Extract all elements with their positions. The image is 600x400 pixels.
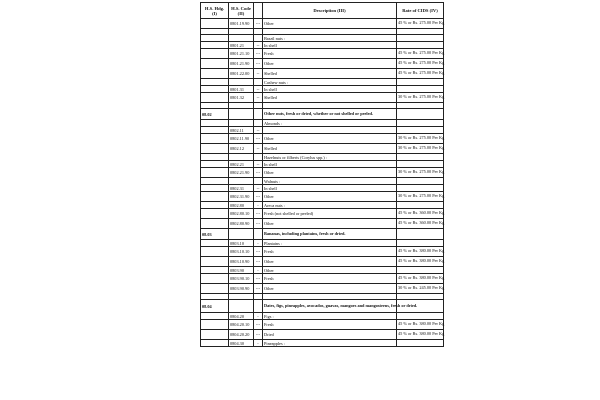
rate: 45 % or Rs. 275.00 Per Kg [397,49,444,59]
hs-code [229,109,254,120]
hs-code: 0801.19.90 [229,19,254,29]
table-row [201,35,444,42]
hs-code: 0802.21 [229,161,254,168]
rate: 45 % or Rs. 380.00 Per Kg [397,247,444,257]
hs-heading: 08.04 [201,300,229,313]
heading-description: Bananas, including plantains, fresh or dried. [263,229,397,240]
table-row [201,257,444,267]
header-rate: Rate of CIDS (IV) [397,3,444,19]
hs-code: 0802.12 [229,144,254,154]
dash-cell: --- [254,49,263,59]
description: Other [263,284,397,294]
table-row [201,42,444,49]
table-row [201,274,444,284]
hs-heading [201,330,229,340]
rate: 30 % or Rs. 275.00 Per Kg [397,134,444,144]
heading-row [201,229,444,240]
hs-heading [201,284,229,294]
hs-heading [201,161,229,168]
dash-cell: --- [254,59,263,69]
rate: 45 % or Rs. 380.00 Per Kg [397,257,444,267]
rate [397,313,444,320]
hs-code: 0803.10 [229,240,254,247]
table-row [201,120,444,127]
hs-code: 0802.31 [229,185,254,192]
rate: 30 % or Rs. 275.00 Per Kg [397,144,444,154]
description: Other [263,134,397,144]
description: Areca nuts : [263,202,397,209]
rate: 30 % or Rs. 275.00 Per Kg [397,168,444,178]
rate: 45 % or Rs. 360.00 Per Kg [397,209,444,219]
description: Fresh [263,49,397,59]
hs-heading [201,178,229,185]
table-row [201,219,444,229]
dash-cell: - [254,240,263,247]
dash-cell: --- [254,209,263,219]
hs-code [229,35,254,42]
hs-heading [201,192,229,202]
hs-code: 0802.80.90 [229,219,254,229]
description: Other [263,192,397,202]
table-row [201,19,444,29]
hs-heading [201,257,229,267]
dash-cell [254,178,263,185]
table-row [201,154,444,161]
description: Plantains : [263,240,397,247]
dash-cell [254,120,263,127]
heading-description: Dates, figs, pineapples, avocados, guavas, mangoes and mangosteens, fresh or dried. [263,300,397,313]
description: Fresh (not shelled or peeled) [263,209,397,219]
description: In shell [263,42,397,49]
hs-heading [201,168,229,178]
hs-heading [201,320,229,330]
description: Other [263,168,397,178]
table-row [201,313,444,320]
rate: 45 % or Rs. 275.00 Per Kg [397,19,444,29]
table-row [201,185,444,192]
hs-heading [201,59,229,69]
table-row [201,161,444,168]
description [263,127,397,134]
rate-cell [397,229,444,240]
dash-cell: --- [254,274,263,284]
table-row [201,209,444,219]
dash-cell: --- [254,330,263,340]
dash-cell: - [254,267,263,274]
hs-heading [201,42,229,49]
hs-code [229,154,254,161]
hs-code: 0803.10.90 [229,257,254,267]
hs-heading [201,79,229,86]
dash-cell: --- [254,192,263,202]
table-row [201,320,444,330]
hs-code: 0801.31 [229,86,254,93]
hs-code: 0802.80.10 [229,209,254,219]
hs-heading [201,144,229,154]
table-row [201,79,444,86]
dash-cell [254,79,263,86]
dash-cell: -- [254,69,263,79]
hs-heading [201,340,229,347]
hs-heading [201,274,229,284]
hs-code: 0802.80 [229,202,254,209]
description: Other [263,267,397,274]
dash-cell: -- [254,144,263,154]
hs-heading [201,19,229,29]
rate [397,178,444,185]
description: Shelled [263,69,397,79]
description: Fresh [263,247,397,257]
hs-heading [201,267,229,274]
table-row [201,86,444,93]
table-row [201,192,444,202]
rate: 45 % or Rs. 380.00 Per Kg [397,274,444,284]
table-row [201,69,444,79]
hs-code: 0801.22.00 [229,69,254,79]
hs-code: 0801.21.90 [229,59,254,69]
hs-code: 0801.21 [229,42,254,49]
hs-code: 0803.90.90 [229,284,254,294]
hs-code: 0801.21.10 [229,49,254,59]
rate: 30 % or Rs. 275.00 Per Kg [397,192,444,202]
description: Fresh [263,320,397,330]
hs-heading [201,127,229,134]
rate-cell [397,109,444,120]
hs-heading [201,93,229,103]
header-row [201,3,444,19]
hs-heading [201,209,229,219]
dash-cell: - [254,340,263,347]
hs-heading [201,35,229,42]
header-description: Description (III) [263,3,397,19]
dash-cell: --- [254,168,263,178]
description: Other [263,19,397,29]
hs-code: 0803.10.10 [229,247,254,257]
dash-cell: -- [254,42,263,49]
rate [397,127,444,134]
dash-cell: --- [254,219,263,229]
hs-code: 0804.20 [229,313,254,320]
table-row [201,340,444,347]
heading-row [201,109,444,120]
description: Other [263,257,397,267]
dash-cell [254,109,263,120]
description: In shell [263,161,397,168]
table-row [201,247,444,257]
dash-cell: --- [254,134,263,144]
description: Other [263,219,397,229]
hs-heading [201,49,229,59]
header-hs-code: H.S. Code (II) [229,3,254,19]
dash-cell: -- [254,161,263,168]
dash-cell: - [254,313,263,320]
hs-code [229,120,254,127]
hs-heading [201,247,229,257]
table-row [201,134,444,144]
hs-code: 0804.30 [229,340,254,347]
table-row [201,178,444,185]
rate: 45 % or Rs. 360.00 Per Kg [397,219,444,229]
dash-cell: --- [254,247,263,257]
rate [397,267,444,274]
hs-heading: 08.03 [201,229,229,240]
rate [397,202,444,209]
hs-code: 0803.90.10 [229,274,254,284]
description: Fresh [263,274,397,284]
dash-cell: -- [254,185,263,192]
heading-row [201,300,444,313]
header-hs-heading: H.S. Hdg. (I) [201,3,229,19]
dash-cell [254,154,263,161]
hs-code [229,79,254,86]
description: Cashew nuts : [263,79,397,86]
table-body [201,19,444,347]
heading-description: Other nuts, fresh or dried, whether or not shelled or peeled. [263,109,397,120]
hs-code: 0804.20.10 [229,320,254,330]
table-row [201,49,444,59]
dash-cell: --- [254,257,263,267]
hs-code [229,229,254,240]
hs-code [229,178,254,185]
rate: 45 % or Rs. 380.00 Per Kg [397,330,444,340]
hs-code: 0803.90 [229,267,254,274]
rate [397,120,444,127]
description: Figs : [263,313,397,320]
hs-code: 0802.21.90 [229,168,254,178]
rate [397,42,444,49]
rate: 30 % or Rs. 275.00 Per Kg [397,93,444,103]
description: Pineapples : [263,340,397,347]
table-row [201,240,444,247]
description: In shell [263,86,397,93]
description: In shell [263,185,397,192]
description: Almonds : [263,120,397,127]
rate: 45 % or Rs. 275.00 Per Kg [397,69,444,79]
dash-cell [254,229,263,240]
table-row [201,168,444,178]
hs-heading [201,240,229,247]
rate [397,79,444,86]
table-row [201,267,444,274]
table-row [201,144,444,154]
header-dash [254,3,263,19]
rate [397,154,444,161]
rate: 30 % or Rs. 245.00 Per Kg [397,284,444,294]
hs-code: 0801.32 [229,93,254,103]
description: Other [263,59,397,69]
table-row [201,330,444,340]
dash-cell: -- [254,93,263,103]
hs-code [229,300,254,313]
rate [397,185,444,192]
hs-heading [201,154,229,161]
table-row [201,284,444,294]
dash-cell [254,300,263,313]
hs-heading [201,120,229,127]
hs-heading [201,185,229,192]
hs-code: 0802.11.90 [229,134,254,144]
hs-heading [201,313,229,320]
hs-heading [201,69,229,79]
description: Shelled [263,144,397,154]
rate [397,35,444,42]
hs-heading [201,134,229,144]
rate [397,240,444,247]
hs-heading: 08.02 [201,109,229,120]
rate [397,86,444,93]
hs-code: 0802.11 [229,127,254,134]
hs-heading [201,202,229,209]
dash-cell: -- [254,86,263,93]
table-row [201,127,444,134]
description: Shelled [263,93,397,103]
rate [397,340,444,347]
description: Dried [263,330,397,340]
dash-cell: --- [254,284,263,294]
table-row [201,202,444,209]
description: Walnuts : [263,178,397,185]
table-row [201,59,444,69]
dash-cell: --- [254,320,263,330]
dash-cell: - [254,202,263,209]
description: Hazelnuts or filberts (Corylus spp.) : [263,154,397,161]
hs-heading [201,219,229,229]
hs-code: 0804.20.20 [229,330,254,340]
rate: 45 % or Rs. 380.00 Per Kg [397,320,444,330]
dash-cell: -- [254,127,263,134]
hs-heading [201,86,229,93]
description: Brazil nuts : [263,35,397,42]
tariff-table [200,2,444,347]
dash-cell: --- [254,19,263,29]
table-row [201,93,444,103]
dash-cell [254,35,263,42]
rate: 45 % or Rs. 275.00 Per Kg [397,59,444,69]
hs-code: 0802.31.90 [229,192,254,202]
rate [397,161,444,168]
